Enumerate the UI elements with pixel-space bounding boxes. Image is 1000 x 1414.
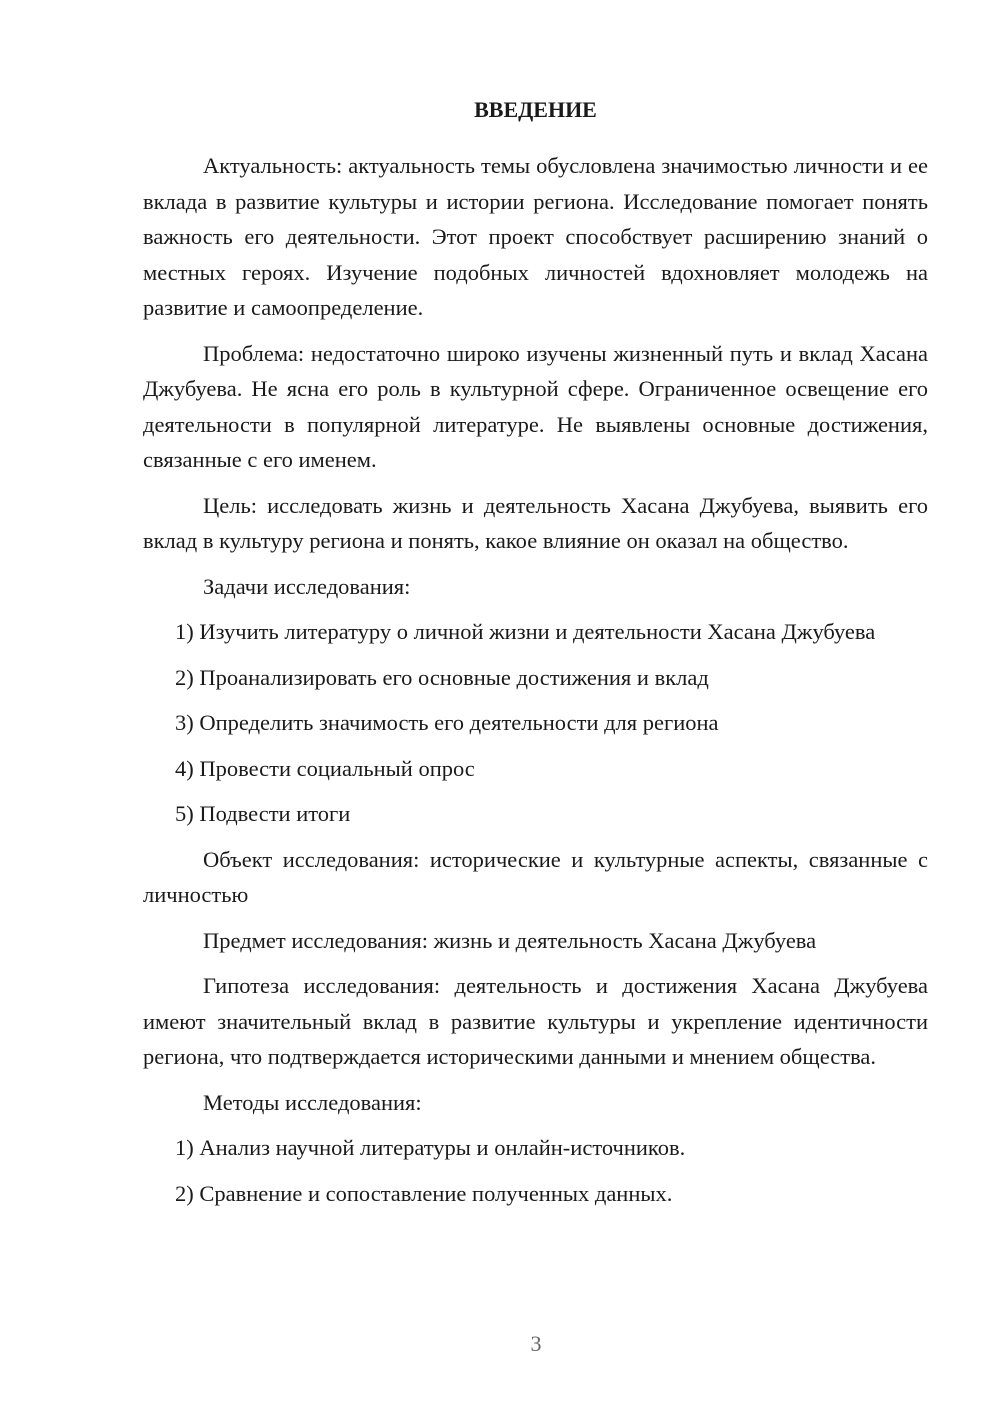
task-item: 1) Изучить литературу о личной жизни и деятельности Хасана Джубуева (175, 619, 876, 644)
task-item: 5) Подвести итоги (175, 801, 351, 826)
problem-paragraph: Проблема: недостаточно широко изучены жизненный путь и вклад Хасана Джубуева. Не ясна его роль в культурной сфере. Ограниченное освещение его деятельности в популярной литературе. Не выявлены основные достижения, связанные с его именем. (143, 340, 928, 472)
method-item: 2) Сравнение и сопоставление полученных данных. (175, 1180, 673, 1206)
page-number: 3 (530, 1331, 542, 1356)
task-item: 2) Проанализировать его основные достижения и вклад (175, 664, 709, 690)
document-page (143, 92, 928, 1221)
section-title: ВВЕДЕНИЕ (474, 97, 597, 122)
task-item: 3) Определить значимость его деятельности для региона (175, 710, 719, 735)
hypothesis-paragraph: Гипотеза исследования: деятельность и достижения Хасана Джубуева имеют значительный вклад в развитие культуры и укрепление идентичности региона, что подтверждается историческими данными и мнением общества. (143, 973, 928, 1069)
subject-paragraph: Предмет исследования: жизнь и деятельность Хасана Джубуева (203, 927, 817, 953)
relevance-paragraph: Актуальность: актуальность темы обусловлена значимостью личности и ее вклада в развитие культуры и истории региона. Исследование помогает понять важность его деятельности. Этот проект способствует расширению знаний о местных героях. Изучение подобных личностей вдохновляет молодежь на развитие и самоопределение. (143, 153, 928, 320)
tasks-heading: Задачи исследования: (203, 573, 411, 599)
task-item: 4) Провести социальный опрос (175, 755, 475, 781)
object-paragraph: Объект исследования: исторические и культурные аспекты, связанные с личностью (143, 846, 928, 907)
methods-heading: Методы исследования: (203, 1089, 422, 1115)
method-item: 1) Анализ научной литературы и онлайн-источников. (175, 1135, 686, 1160)
goal-paragraph: Цель: исследовать жизнь и деятельность Хасана Джубуева, выявить его вклад в культуру региона и понять, какое влияние он оказал на общество. (143, 492, 928, 553)
